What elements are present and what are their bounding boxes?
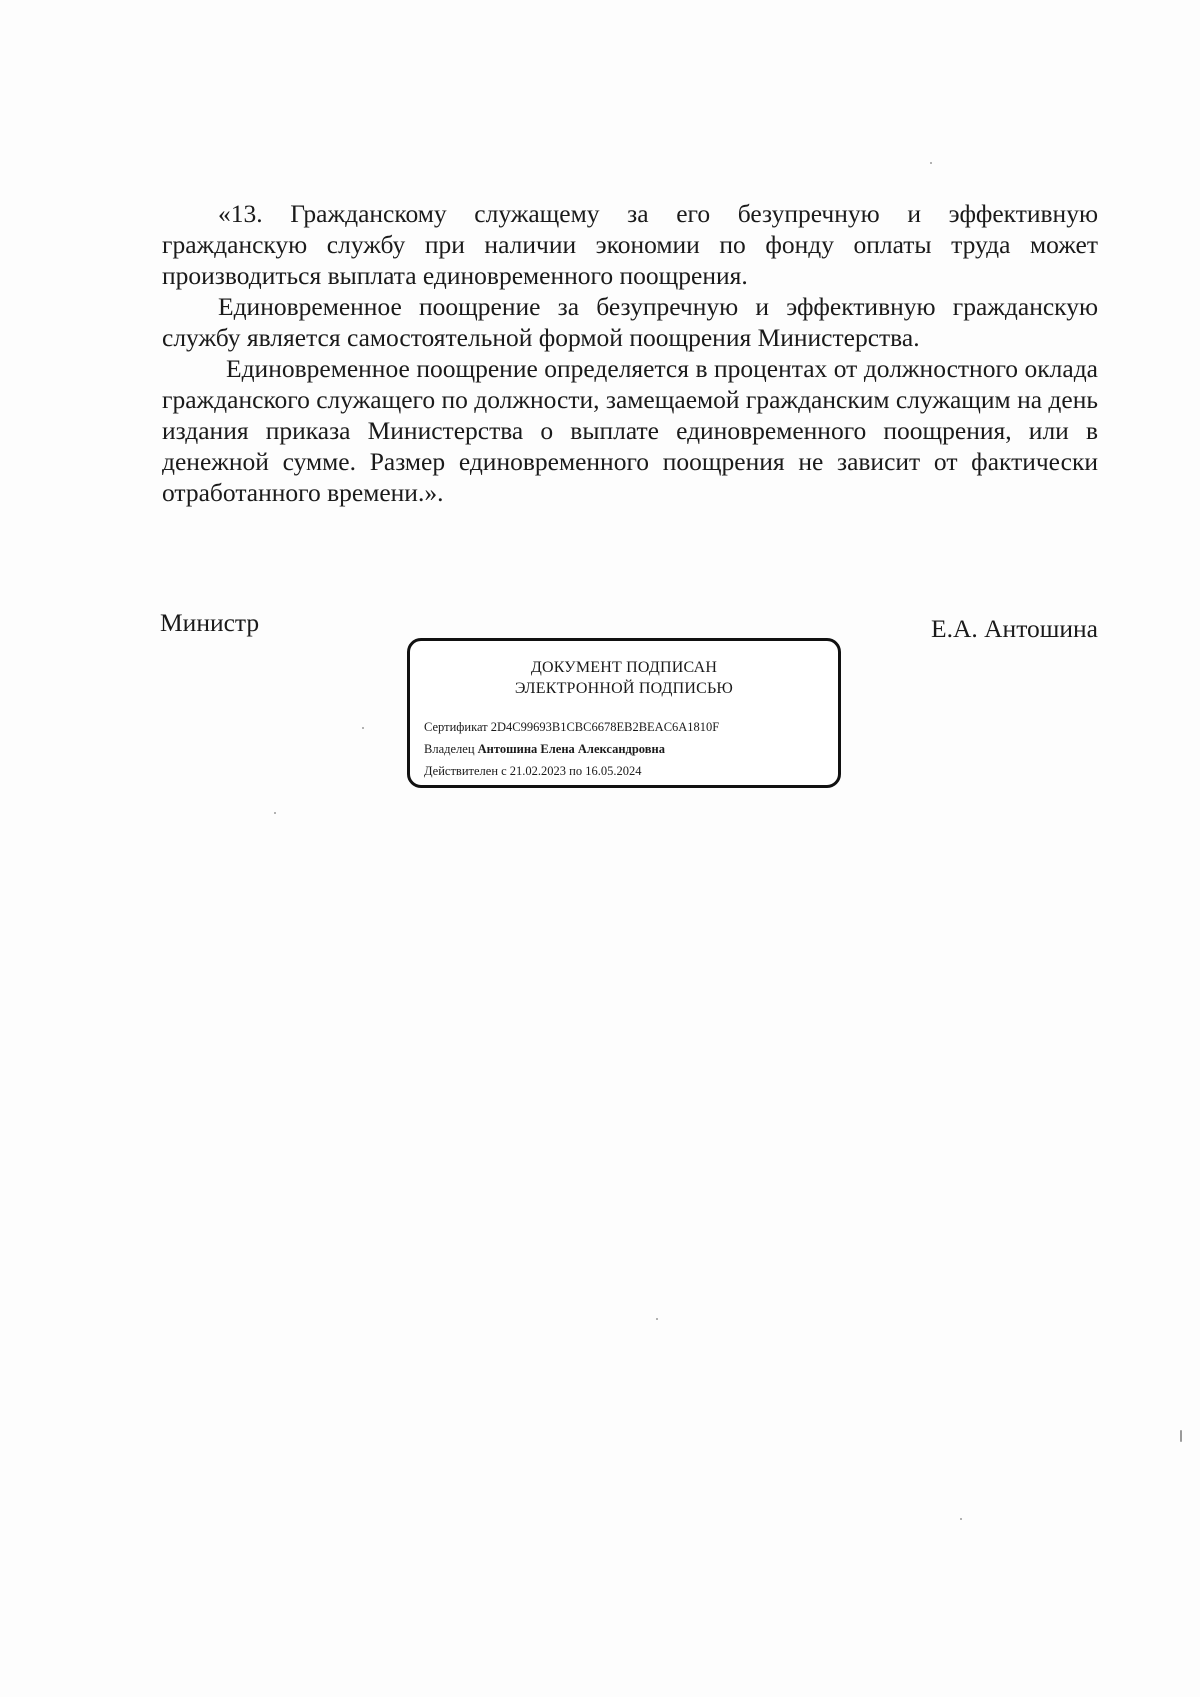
stamp-heading-line-2: ЭЛЕКТРОННОЙ ПОДПИСЬЮ: [514, 680, 734, 697]
stamp-details: [424, 716, 719, 782]
scan-speck: [930, 162, 932, 164]
stamp-owner: [424, 738, 719, 760]
electronic-signature-stamp: [407, 638, 841, 788]
document-body: [162, 198, 1098, 508]
stamp-heading: [410, 657, 838, 699]
signatory-title: Министр: [160, 608, 260, 637]
scan-speck: [362, 727, 364, 729]
stamp-owner-label: Владелец: [424, 742, 475, 756]
scan-speck: [1180, 1430, 1182, 1442]
scan-speck: [274, 812, 276, 814]
scan-speck: [656, 1318, 658, 1320]
stamp-validity: Действителен с 21.02.2023 по 16.05.2024: [424, 764, 642, 778]
stamp-owner-name: Антошина Елена Александровна: [477, 742, 665, 756]
stamp-heading-line-1: ДОКУМЕНТ ПОДПИСАН: [530, 659, 718, 676]
paragraph-lump-sum-form: Единовременное поощрение за безупречную и эффективную гражданскую службу является самостоятельной формой поощрения Министерства.: [162, 292, 1098, 352]
scan-speck: [960, 1518, 962, 1520]
stamp-certificate: Сертификат 2D4C99693B1CBC6678EB2BEAC6A1810F: [424, 720, 720, 734]
paragraph-13: «13. Гражданскому служащему за его безупречную и эффективную гражданскую службу при наличии экономии по фонду оплаты труда может производиться выплата единовременного поощрения.: [162, 199, 1098, 290]
signatory-name: Е.А. Антошина: [931, 614, 1098, 643]
paragraph-lump-sum-amount: Единовременное поощрение определяется в процентах от должностного оклада гражданского служащего по должности, замещаемой гражданским служащим на день издания приказа Министерства о выплате единовременного поощрения, или в денежной сумме. Размер единовременного поощрения не зависит от фактически отработанного времени.».: [162, 354, 1098, 507]
